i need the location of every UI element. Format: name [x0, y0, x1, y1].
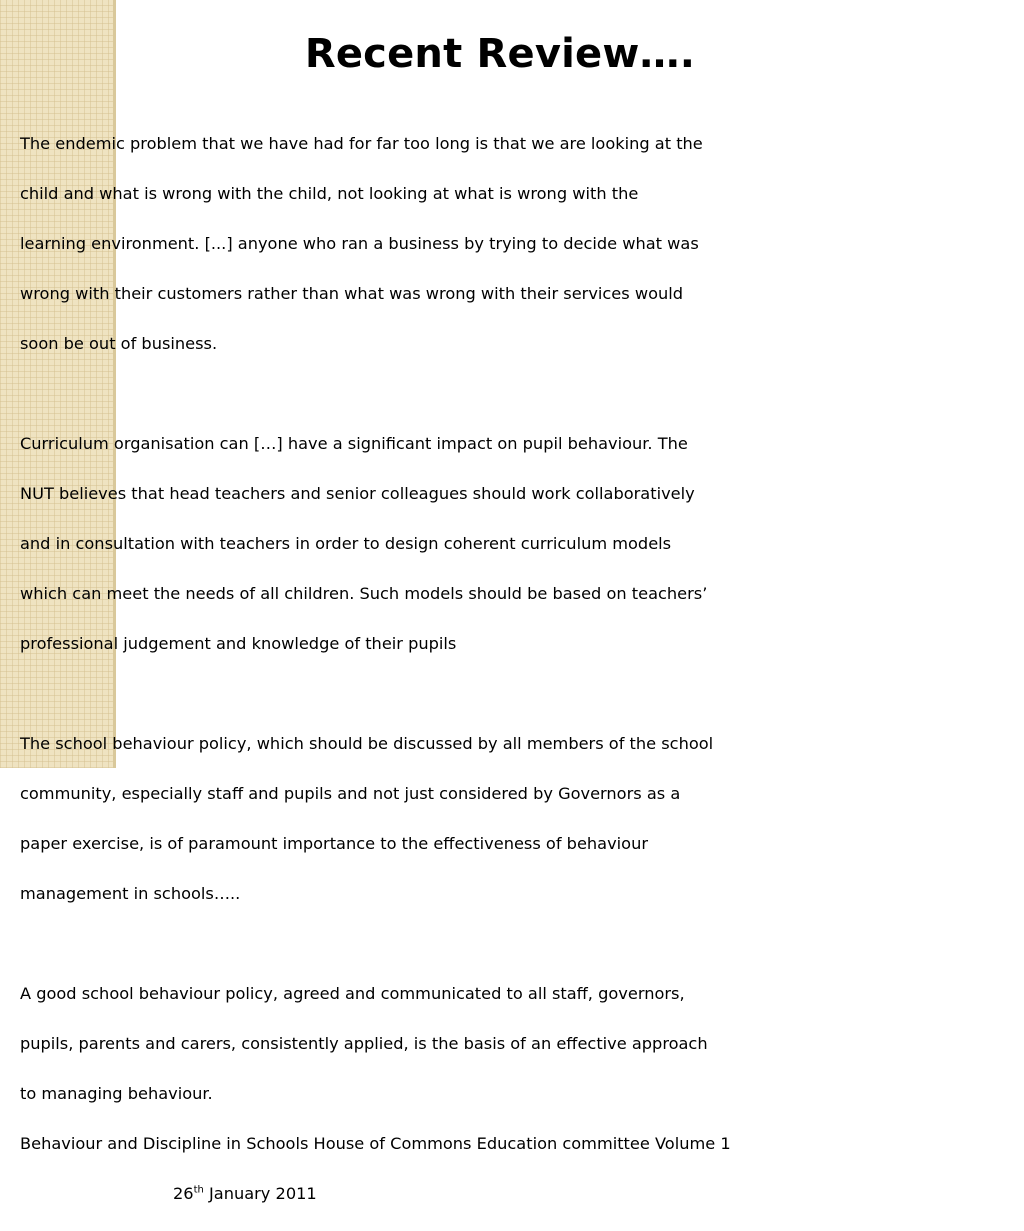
paragraph-4 [20, 956, 840, 1231]
text-line: A good school behaviour policy, agreed and communicated to all staff, governors, [20, 984, 685, 1003]
citation-date [20, 1181, 840, 1206]
text-line: Curriculum organisation can […] have a significant impact on pupil behaviour. The [20, 434, 688, 453]
text-line: management in schools….. [20, 884, 241, 903]
text-line: NUT believes that head teachers and senior colleagues should work collaboratively [20, 484, 695, 503]
text-line: learning environment. [...] anyone who ran a business by trying to decide what was [20, 234, 699, 253]
text-line: which can meet the needs of all children. Such models should be based on teachers’ [20, 584, 708, 603]
text-line: community, especially staff and pupils and not just considered by Governors as a [20, 784, 681, 803]
text-line: pupils, parents and carers, consistently applied, is the basis of an effective approach [20, 1034, 708, 1053]
text-line: to managing behaviour. [20, 1084, 213, 1103]
citation-date-rest: January 2011 [203, 1184, 317, 1203]
text-line: soon be out of business. [20, 334, 218, 353]
text-line: The endemic problem that we have had for far too long is that we are looking at the [20, 134, 703, 153]
text-line: The school behaviour policy, which should be discussed by all members of the school [20, 734, 714, 753]
text-line: and in consultation with teachers in order to design coherent curriculum models [20, 534, 672, 553]
paragraph-1 [20, 106, 840, 381]
slide-content [20, 106, 840, 1231]
text-line: paper exercise, is of paramount importance to the effectiveness of behaviour [20, 834, 648, 853]
text-line: wrong with their customers rather than what was wrong with their services would [20, 284, 684, 303]
citation-date-suffix: th [193, 1184, 204, 1196]
citation-date-day: 26 [173, 1184, 194, 1203]
paragraph-3 [20, 706, 840, 931]
citation-source: Behaviour and Discipline in Schools House of Commons Education committee Volume 1 [20, 1134, 731, 1153]
text-line: child and what is wrong with the child, not looking at what is wrong with the [20, 184, 639, 203]
paragraph-2 [20, 406, 840, 681]
slide-title: Recent Review…. [304, 31, 696, 77]
text-line: professional judgement and knowledge of their pupils [20, 634, 457, 653]
